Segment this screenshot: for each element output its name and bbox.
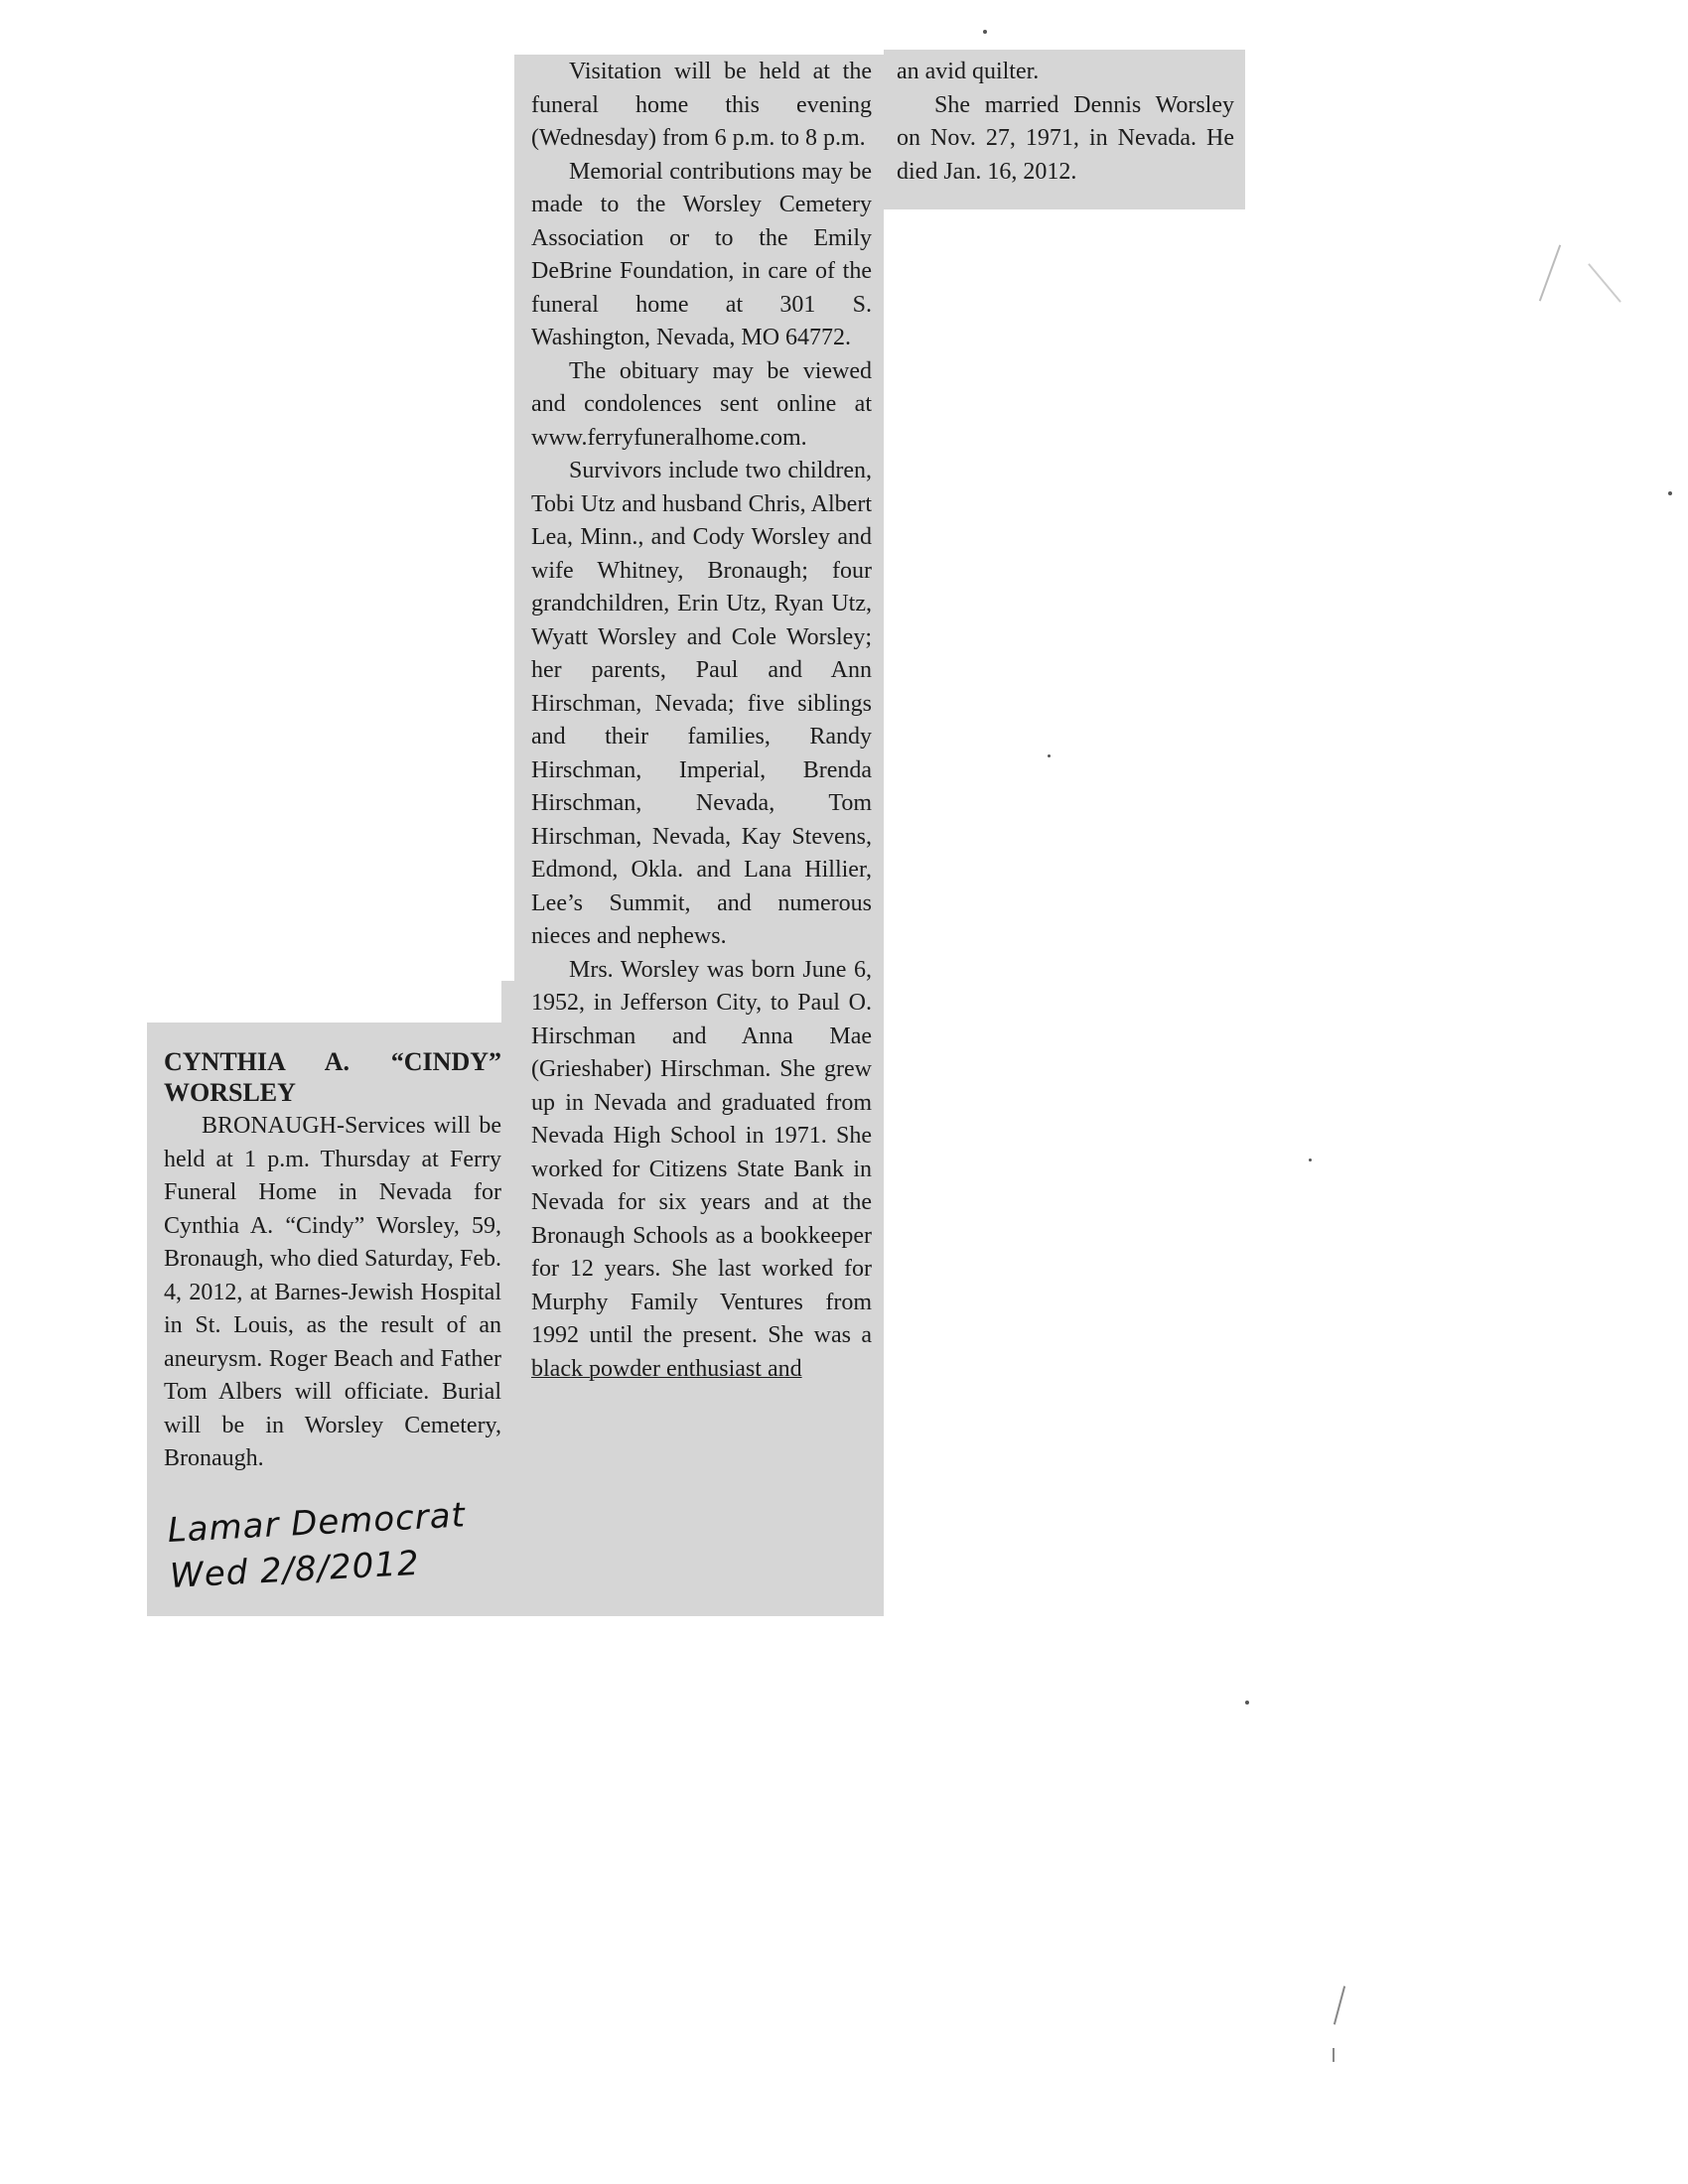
handwritten-source-note	[167, 1495, 469, 1596]
scan-scratch	[1333, 2048, 1335, 2062]
scan-speck	[1309, 1159, 1312, 1161]
scan-speck	[1048, 754, 1051, 757]
handwritten-line-1: Lamar Democrat	[166, 1495, 467, 1552]
scan-scratch	[1334, 1985, 1345, 2024]
scan-speck	[1245, 1701, 1249, 1705]
left-column	[164, 1046, 501, 1476]
scan-speck	[1668, 491, 1672, 495]
middle-paragraph-1: Visitation will be held at the funeral home this evening (Wednesday) from 6 p.m. to 8 p.m.	[531, 59, 872, 151]
headline	[164, 1046, 501, 1108]
scan-scratch	[1539, 244, 1561, 301]
middle-paragraph-5	[531, 954, 872, 1387]
right-paragraph-1: an avid quilter.	[897, 59, 1040, 84]
middle-paragraph-4: Survivors include two children, Tobi Utz and husband Chris, Albert Lea, Minn., and Cody Worsley and wife Whitney, Bronaugh; four grandchildren, Erin Utz, Ryan Utz, Wyatt Worsley and Cole Worsley; her parents, Paul and Ann Hirschman, Nevada; five siblings and their families, Randy Hirschman, Imperial, Brenda Hirschman, Nevada, Tom Hirschman, Nevada, Kay Stevens, Edmond, Okla. and Lana Hillier, Lee’s Summit, and numerous nieces and nephews.	[531, 458, 872, 949]
handwritten-line-2: Wed 2/8/2012	[169, 1543, 421, 1596]
right-column	[897, 56, 1234, 189]
right-paragraph-2: She married Dennis Worsley on Nov. 27, 1971, in Nevada. He died Jan. 16, 2012.	[897, 91, 1234, 185]
left-paragraph: BRONAUGH-Services will be held at 1 p.m. Thursday at Ferry Funeral Home in Nevada for Cynthia A. “Cindy” Worsley, 59, Bronaugh, who died Saturday, Feb. 4, 2012, at Barnes-Jewish Hospital in St. Louis, as the result of an aneurysm. Roger Beach and Father Tom Albers will officiate. Burial will be in Worsley Cemetery, Bronaugh.	[164, 1113, 501, 1471]
middle-paragraph-5-underlined: black powder enthusiast and	[531, 1355, 802, 1382]
middle-paragraph-5-text: Mrs. Worsley was born June 6, 1952, in Jefferson City, to Paul O. Hirschman and Anna Mae (Grieshaber) Hirschman. She grew up in Nevada and graduated from Nevada High School in 1971. She worked for Citizens State Bank in Nevada for six years and at the Bronaugh Schools as a bookkeeper for 12 years. She last worked for Murphy Family Ventures from 1992 until the present. She was a	[531, 956, 872, 1348]
middle-column	[531, 56, 872, 1386]
headline-line-2: WORSLEY	[164, 1078, 296, 1107]
scan-scratch	[1588, 263, 1621, 303]
middle-paragraph-3: The obituary may be viewed and condolences sent online at www.ferryfuneralhome.com.	[531, 357, 872, 451]
scan-speck	[983, 30, 987, 34]
headline-line-1: CYNTHIA A. “CINDY”	[164, 1047, 501, 1076]
middle-paragraph-2: Memorial contributions may be made to the Worsley Cemetery Association or to the Emily DeBrine Foundation, in care of the funeral home at 301 S. Washington, Nevada, MO 64772.	[531, 158, 872, 350]
